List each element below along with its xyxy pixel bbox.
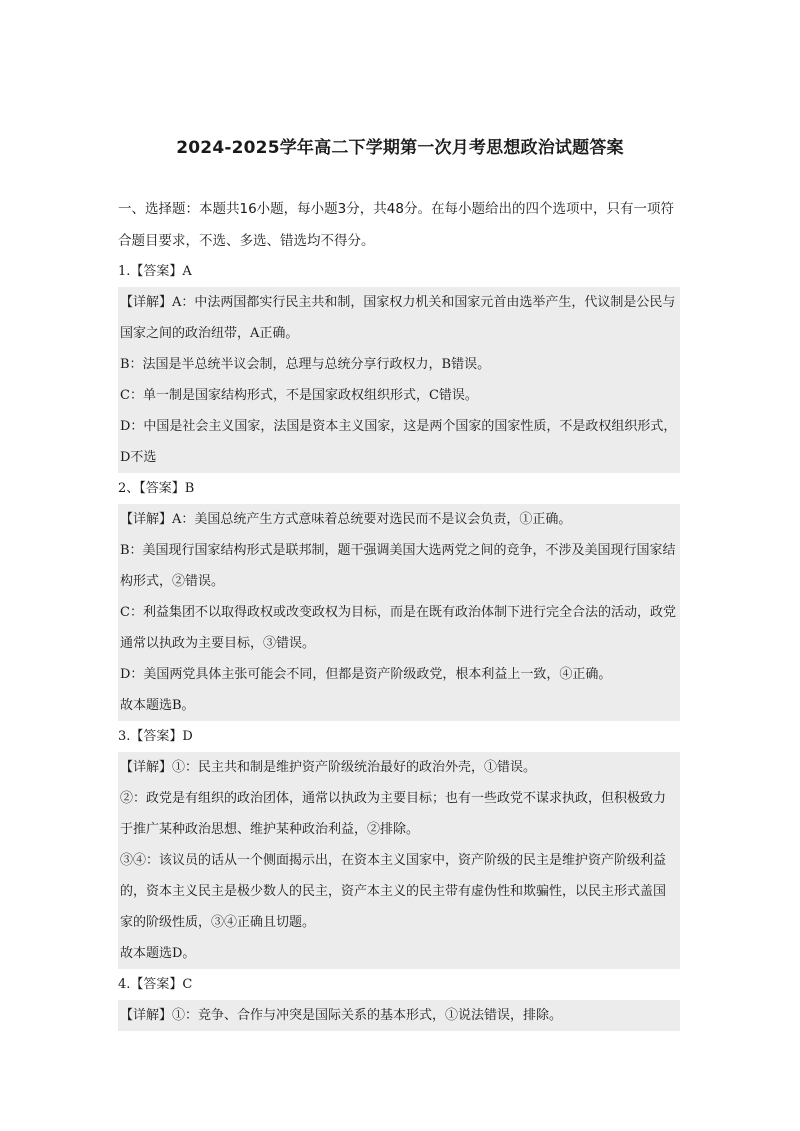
explanation-line: 故本题选D。 [120, 946, 196, 961]
explanation-line: 【详解】①：民主共和制是维护资产阶级统治最好的政治外壳，①错误。 [120, 760, 537, 775]
explanation-line: C：利益集团不以取得政权或改变政权为目标，而是在既有政治体制下进行完全合法的活动，政党通常以执政为主要目标，③错误。 [120, 605, 676, 651]
answer-content [118, 193, 680, 1034]
explanation-line: B：法国是半总统半议会制，总理与总统分享行政权力，B错误。 [120, 357, 491, 372]
explanation-block-2 [118, 504, 680, 721]
document-title: 2024-2025学年高二下学期第一次月考思想政治试题答案 [176, 138, 624, 158]
explanation-line: ②：政党是有组织的政治团体，通常以执政为主要目标；也有一些政党不谋求执政，但积极致力于推广某种政治思想、维护某种政治利益，②排除。 [120, 791, 667, 837]
explanation-line: B：美国现行国家结构形式是联邦制，题干强调美国大选两党之间的竞争，不涉及美国现行国家结构形式，②错误。 [120, 543, 676, 589]
explanation-line: D：美国两党具体主张可能会不同，但都是资产阶级政党，根本利益上一致，④正确。 [120, 667, 612, 682]
answer-heading-3: 3.【答案】D [118, 729, 193, 744]
explanation-block-4 [118, 1000, 680, 1031]
explanation-block-1 [118, 287, 680, 473]
explanation-line: ③④：该议员的话从一个侧面揭示出，在资本主义国家中，资产阶级的民主是维护资产阶级利益的，资本主义民主是极少数人的民主，资产本主义的民主带有虚伪性和欺骗性，以民主形式盖国家的阶级性质，③④正确且切题。 [120, 853, 667, 930]
explanation-line: 【详解】A：中法两国都实行民主共和制，国家权力机关和国家元首由选举产生，代议制是公民与国家之间的政治纽带，A正确。 [120, 295, 676, 341]
answer-heading-4: 4.【答案】C [118, 977, 193, 992]
explanation-line: 【详解】①：竞争、合作与冲突是国际关系的基本形式，①说法错误，排除。 [120, 1008, 563, 1023]
explanation-line: C：单一制是国家结构形式，不是国家政权组织形式，C错误。 [120, 388, 478, 403]
explanation-line: 故本题选B。 [120, 698, 195, 713]
answer-heading-2: 2、【答案】B [118, 481, 195, 496]
answer-heading-1: 1.【答案】A [118, 264, 192, 279]
explanation-block-3 [118, 752, 680, 969]
explanation-line: D：中国是社会主义国家，法国是资本主义国家，这是两个国家的国家性质，不是政权组织形式，D不选 [120, 419, 677, 465]
explanation-line: 【详解】A：美国总统产生方式意味着总统要对选民而不是议会负责，①正确。 [120, 512, 572, 527]
section-intro: 一、选择题：本题共16小题，每小题3分，共48分。在每小题给出的四个选项中，只有一项符合题目要求，不选、多选、错选均不得分。 [118, 201, 674, 249]
